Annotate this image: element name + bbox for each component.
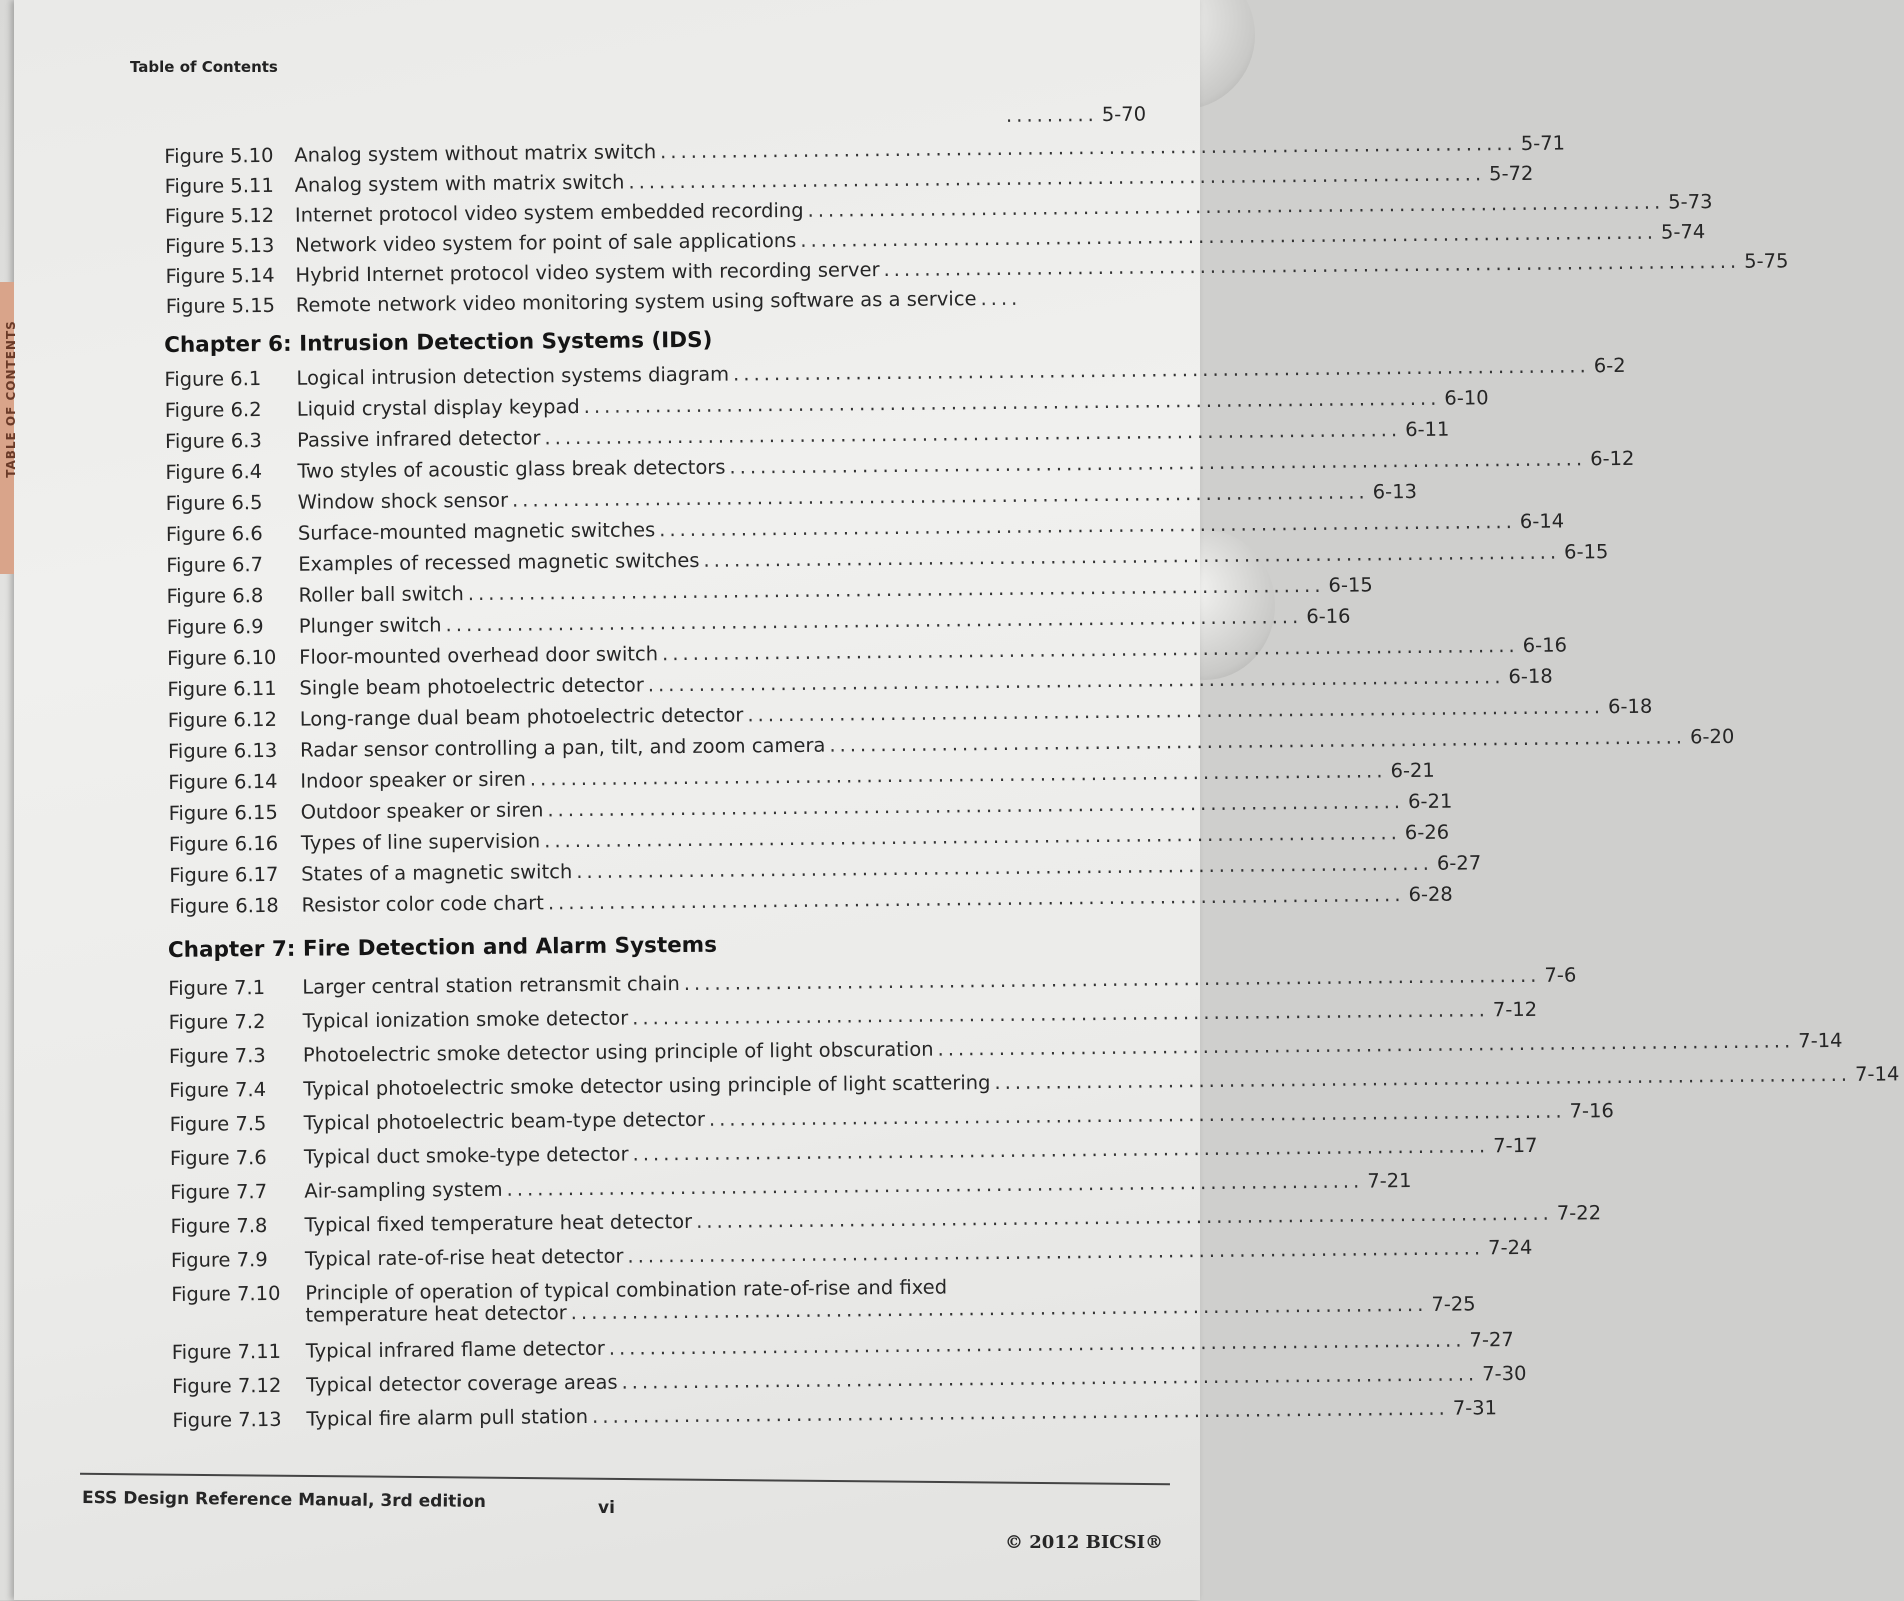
toc-page-number: 6-10: [1444, 386, 1489, 410]
toc-page-number: 6-28: [1408, 882, 1453, 907]
figure-number: Figure 6.11: [167, 676, 277, 701]
figure-number: Figure 7.6: [169, 1146, 267, 1170]
toc-entry: [169, 1099, 1614, 1139]
figure-title: Typical rate-of-rise heat detector: [304, 1244, 624, 1271]
toc-page-number: 6-26: [1404, 820, 1450, 845]
figure-title: Radar sensor controlling a pan, tilt, and zoom camera: [299, 733, 826, 762]
toc-page-number: 6-21: [1390, 758, 1435, 783]
toc-leader: ....................................................................................: [632, 998, 1489, 1030]
toc-page-number: 6-18: [1607, 694, 1653, 719]
figure-title: Hybrid Internet protocol video system with recording server: [295, 258, 880, 287]
toc-entry: [164, 190, 1713, 231]
figure-title: Window shock sensor: [297, 488, 509, 514]
figure-number: Figure 5.12: [164, 203, 275, 228]
toc-entry: [165, 446, 1635, 487]
toc-entry: [166, 286, 1114, 321]
toc-entry: [165, 509, 1565, 549]
figure-title: Outdoor speaker or siren: [300, 798, 544, 824]
figure-title: Typical photoelectric beam-type detector: [303, 1107, 706, 1135]
figure-title: Logical intrusion detection systems diagram: [296, 362, 730, 390]
toc-page-number: 7-31: [1452, 1396, 1498, 1420]
toc-entry: [172, 1396, 1498, 1435]
figure-number: Figure 6.13: [167, 738, 278, 763]
figure-number: Figure 7.10: [171, 1281, 281, 1306]
toc-leader: ....................................................................................: [591, 1396, 1449, 1428]
toc-continued-page: [1002, 102, 1147, 130]
toc-page-number: 5-72: [1489, 161, 1534, 186]
figure-number: Figure 7.8: [170, 1214, 268, 1238]
figure-title: Passive infrared detector: [296, 426, 541, 452]
toc-leader: ....................................................................................: [937, 1029, 1795, 1061]
toc-page-number: 5-71: [1520, 131, 1566, 155]
toc-leader: ....................................................................................: [576, 851, 1434, 884]
figure-number-spacer: [172, 1322, 306, 1323]
toc-entry: [167, 633, 1568, 673]
toc-entry: [167, 664, 1553, 704]
toc-entry: [169, 1062, 1900, 1105]
toc-leader: ....................................................................................: [511, 480, 1369, 512]
toc-page-number: 7-14: [1798, 1028, 1843, 1053]
figure-title: Surface-mounted magnetic switches: [297, 518, 656, 545]
figure-number: Figure 7.12: [172, 1373, 282, 1398]
chapter-heading: Chapter 7: Fire Detection and Alarm Systems: [167, 932, 718, 963]
figure-title: Typical ionization smoke detector: [302, 1006, 629, 1033]
figure-title: Two styles of acoustic glass break detectors: [297, 455, 726, 483]
toc-page-number: 7-17: [1493, 1133, 1538, 1158]
footer-book-title: ESS Design Reference Manual, 3rd edition: [81, 1488, 487, 1512]
figure-number: Figure 7.2: [168, 1010, 266, 1034]
toc-entry: [171, 1328, 1514, 1367]
toc-leader: ....................................................................................: [547, 883, 1405, 915]
figure-title: States of a magnetic switch: [301, 860, 573, 886]
toc-entry: [165, 220, 1706, 261]
toc-leader: ....................................................................................: [628, 162, 1486, 194]
toc-entry: [165, 479, 1418, 518]
toc-entry: [165, 249, 1789, 291]
toc-page-number: 7-16: [1569, 1099, 1614, 1123]
figure-title: Typical detector coverage areas: [306, 1370, 618, 1397]
figure-number: Figure 6.5: [165, 491, 263, 515]
figure-number: Figure 7.5: [169, 1112, 267, 1136]
section-tab-label: TABLE OF CONTENTS: [4, 320, 18, 478]
toc-leader: ....................................................................................: [627, 1236, 1485, 1268]
toc-leader: ....................................................................................: [547, 790, 1405, 822]
toc-page-number: 6-12: [1590, 446, 1635, 471]
toc-page-number: 5-73: [1668, 190, 1713, 214]
toc-entry: [164, 161, 1534, 201]
figure-number: Figure 6.3: [164, 429, 262, 453]
figure-title-continuation: temperature heat detector: [305, 1301, 567, 1327]
toc-entry: [164, 353, 1626, 394]
figure-number: Figure 7.7: [170, 1180, 268, 1204]
toc-entry: [168, 997, 1538, 1037]
toc-page-number: 6-11: [1405, 417, 1450, 442]
figure-number: Figure 5.13: [165, 233, 275, 258]
figure-title: Typical fixed temperature heat detector: [304, 1209, 693, 1237]
toc-leader: ....................................................................................: [632, 1134, 1490, 1166]
toc-page-number: 5-70: [1101, 102, 1147, 126]
figure-number: Figure 6.8: [166, 584, 264, 608]
running-head: Table of Contents: [130, 58, 278, 76]
figure-title: Roller ball switch: [298, 582, 464, 607]
figure-title: Long-range dual beam photoelectric detector: [299, 703, 744, 731]
toc-leader: ....................................................................................: [994, 1062, 1852, 1095]
toc-page-number: 7-24: [1488, 1235, 1533, 1260]
figure-number: Figure 6.17: [169, 862, 279, 887]
toc-leader: ....................................................................................: [608, 1328, 1466, 1360]
toc-page-number: 6-2: [1593, 353, 1626, 378]
figure-number: Figure 5.11: [164, 173, 274, 198]
figure-number: Figure 6.9: [166, 615, 264, 639]
figure-title: Analog system without matrix switch: [294, 140, 657, 167]
toc-page-number: 6-14: [1519, 509, 1565, 533]
toc-entry: [168, 789, 1453, 828]
toc-entry: [168, 758, 1435, 797]
figure-title: Single beam photoelectric detector: [299, 673, 644, 700]
toc-page-number: 6-16: [1522, 633, 1568, 657]
figure-number: Figure 7.11: [171, 1339, 282, 1364]
figure-number: Figure 6.6: [165, 522, 263, 546]
toc-entry: [170, 1201, 1602, 1241]
toc-leader: ....................................................................................: [647, 665, 1505, 697]
toc-leader: ....: [980, 286, 1022, 311]
toc-page-number: 7-30: [1482, 1361, 1527, 1386]
figure-title: Examples of recessed magnetic switches: [298, 548, 700, 576]
toc-page-number: 7-6: [1544, 963, 1577, 987]
toc-leader: .........: [1005, 102, 1098, 127]
toc-page-number: 7-27: [1469, 1328, 1514, 1352]
figure-title: Indoor speaker or siren: [300, 767, 526, 793]
toc-leader: ....................................................................................: [570, 1292, 1428, 1325]
toc-leader: ....................................................................................: [729, 447, 1587, 479]
toc-page-number: 6-15: [1564, 540, 1609, 564]
toc-entry: [166, 573, 1373, 611]
footer-page-number: vi: [598, 1498, 615, 1518]
toc-entry: [172, 1361, 1527, 1401]
figure-title: Typical photoelectric smoke detector using principle of light scattering: [303, 1071, 991, 1101]
figure-number: Figure 7.9: [170, 1248, 268, 1272]
toc-leader: ....................................................................................: [747, 695, 1605, 727]
figure-number: Figure 5.14: [165, 263, 275, 288]
toc-leader: ....................................................................................: [583, 386, 1441, 418]
toc-leader: ....................................................................................: [800, 220, 1658, 252]
toc-entry: [164, 131, 1566, 171]
figure-title: Analog system with matrix switch: [294, 170, 625, 197]
toc-leader: ....................................................................................: [696, 1201, 1553, 1233]
figure-title: Plunger switch: [298, 613, 442, 638]
toc-entry: [170, 1235, 1533, 1275]
toc-entry: [167, 724, 1735, 766]
figure-number: Figure 5.10: [164, 143, 274, 168]
toc-leader: ....................................................................................: [660, 131, 1517, 164]
figure-title: Remote network video monitoring system using software as a service: [295, 287, 977, 317]
toc-leader: ....................................................................................: [708, 1099, 1566, 1131]
figure-title: Network video system for point of sale applications: [295, 228, 797, 257]
figure-number: Figure 7.3: [168, 1044, 266, 1068]
figure-number: Figure 6.4: [165, 460, 263, 484]
toc-entry: [168, 1028, 1843, 1071]
toc-page-number: 7-25: [1431, 1292, 1476, 1316]
chapter-heading: Chapter 6: Intrusion Detection Systems (IDS): [164, 327, 713, 358]
toc-entry: [168, 963, 1577, 1003]
toc-leader: ....................................................................................: [829, 725, 1687, 757]
figure-title: Photoelectric smoke detector using principle of light obscuration: [302, 1037, 934, 1067]
figure-title: Internet protocol video system embedded recording: [294, 198, 804, 227]
toc-page-number: 6-15: [1328, 573, 1373, 597]
figure-number: Figure 6.18: [169, 893, 279, 918]
figure-number: Figure 6.2: [164, 398, 262, 422]
toc-leader: ....................................................................................: [732, 354, 1590, 386]
toc-content: [1, 0, 1900, 1601]
figure-number: Figure 5.15: [165, 293, 276, 318]
toc-leader: ....................................................................................: [529, 759, 1387, 791]
figure-title: Resistor color code chart: [301, 891, 544, 917]
toc-page-number: 7-14: [1854, 1062, 1900, 1086]
toc-leader: ....................................................................................: [807, 190, 1665, 222]
toc-leader: ....................................................................................: [621, 1362, 1479, 1394]
toc-leader: ....................................................................................: [703, 540, 1561, 572]
figure-number: Figure 6.7: [166, 553, 264, 577]
figure-title: Liquid crystal display keypad: [296, 394, 580, 421]
toc-entry: [168, 820, 1450, 859]
toc-entry: [169, 851, 1482, 890]
toc-page-number: 7-21: [1367, 1169, 1412, 1193]
figure-title: Typical duct smoke-type detector: [303, 1142, 629, 1169]
figure-title: Air-sampling system: [304, 1177, 503, 1203]
figure-title: Typical infrared flame detector: [305, 1336, 605, 1363]
figure-number: Figure 6.12: [167, 707, 278, 732]
toc-entry: [169, 882, 1453, 921]
figure-number: Figure 7.4: [169, 1078, 267, 1102]
toc-entry: [169, 1133, 1538, 1173]
figure-number: Figure 6.1: [164, 367, 262, 391]
toc-page-number: 6-13: [1372, 479, 1418, 504]
toc-page-number: 5-74: [1660, 220, 1706, 244]
toc-entry: [167, 694, 1653, 735]
toc-entry: [164, 417, 1450, 456]
toc-leader: ....................................................................................: [445, 605, 1303, 637]
toc-page-number: 7-12: [1492, 997, 1538, 1022]
toc-leader: ....................................................................................: [506, 1169, 1364, 1201]
toc-leader: ....................................................................................: [661, 633, 1519, 666]
toc-page-number: 6-21: [1407, 789, 1453, 814]
toc-page-number: 5-75: [1744, 249, 1789, 273]
toc-page-number: 6-27: [1436, 851, 1482, 875]
figure-number: Figure 7.13: [172, 1407, 282, 1432]
toc-entry: [170, 1169, 1412, 1207]
figure-title: Principle of operation of typical combination rate-of-rise and fixed: [305, 1275, 948, 1305]
toc-leader: ....................................................................................: [883, 249, 1741, 282]
toc-entry: [166, 604, 1351, 642]
figure-number: Figure 6.10: [167, 645, 277, 670]
figure-number: Figure 6.16: [168, 831, 279, 856]
figure-number: Figure 6.14: [168, 769, 278, 794]
toc-page-number: 6-16: [1306, 604, 1351, 629]
figure-title: Floor-mounted overhead door switch: [299, 642, 659, 669]
toc-page-number: 6-20: [1689, 724, 1735, 749]
toc-leader: ....................................................................................: [467, 573, 1325, 606]
figure-title: Typical fire alarm pull station: [306, 1404, 589, 1431]
toc-leader: ....................................................................................: [683, 963, 1541, 996]
footer-copyright: © 2012 BICSI®: [1005, 1532, 1164, 1553]
toc-page-number: 7-22: [1556, 1201, 1602, 1225]
figure-title: Types of line supervision: [300, 829, 541, 855]
figure-title: Larger central station retransmit chain: [302, 972, 680, 999]
toc-leader: ....................................................................................: [544, 821, 1401, 853]
toc-entry: [164, 386, 1489, 425]
toc-page-number: 6-18: [1508, 664, 1553, 689]
figure-number: Figure 6.15: [168, 800, 278, 825]
toc-leader: ....................................................................................: [544, 418, 1402, 450]
toc-entry: [166, 540, 1609, 580]
toc-leader: ....................................................................................: [659, 510, 1516, 542]
figure-number: Figure 7.1: [168, 976, 266, 1000]
